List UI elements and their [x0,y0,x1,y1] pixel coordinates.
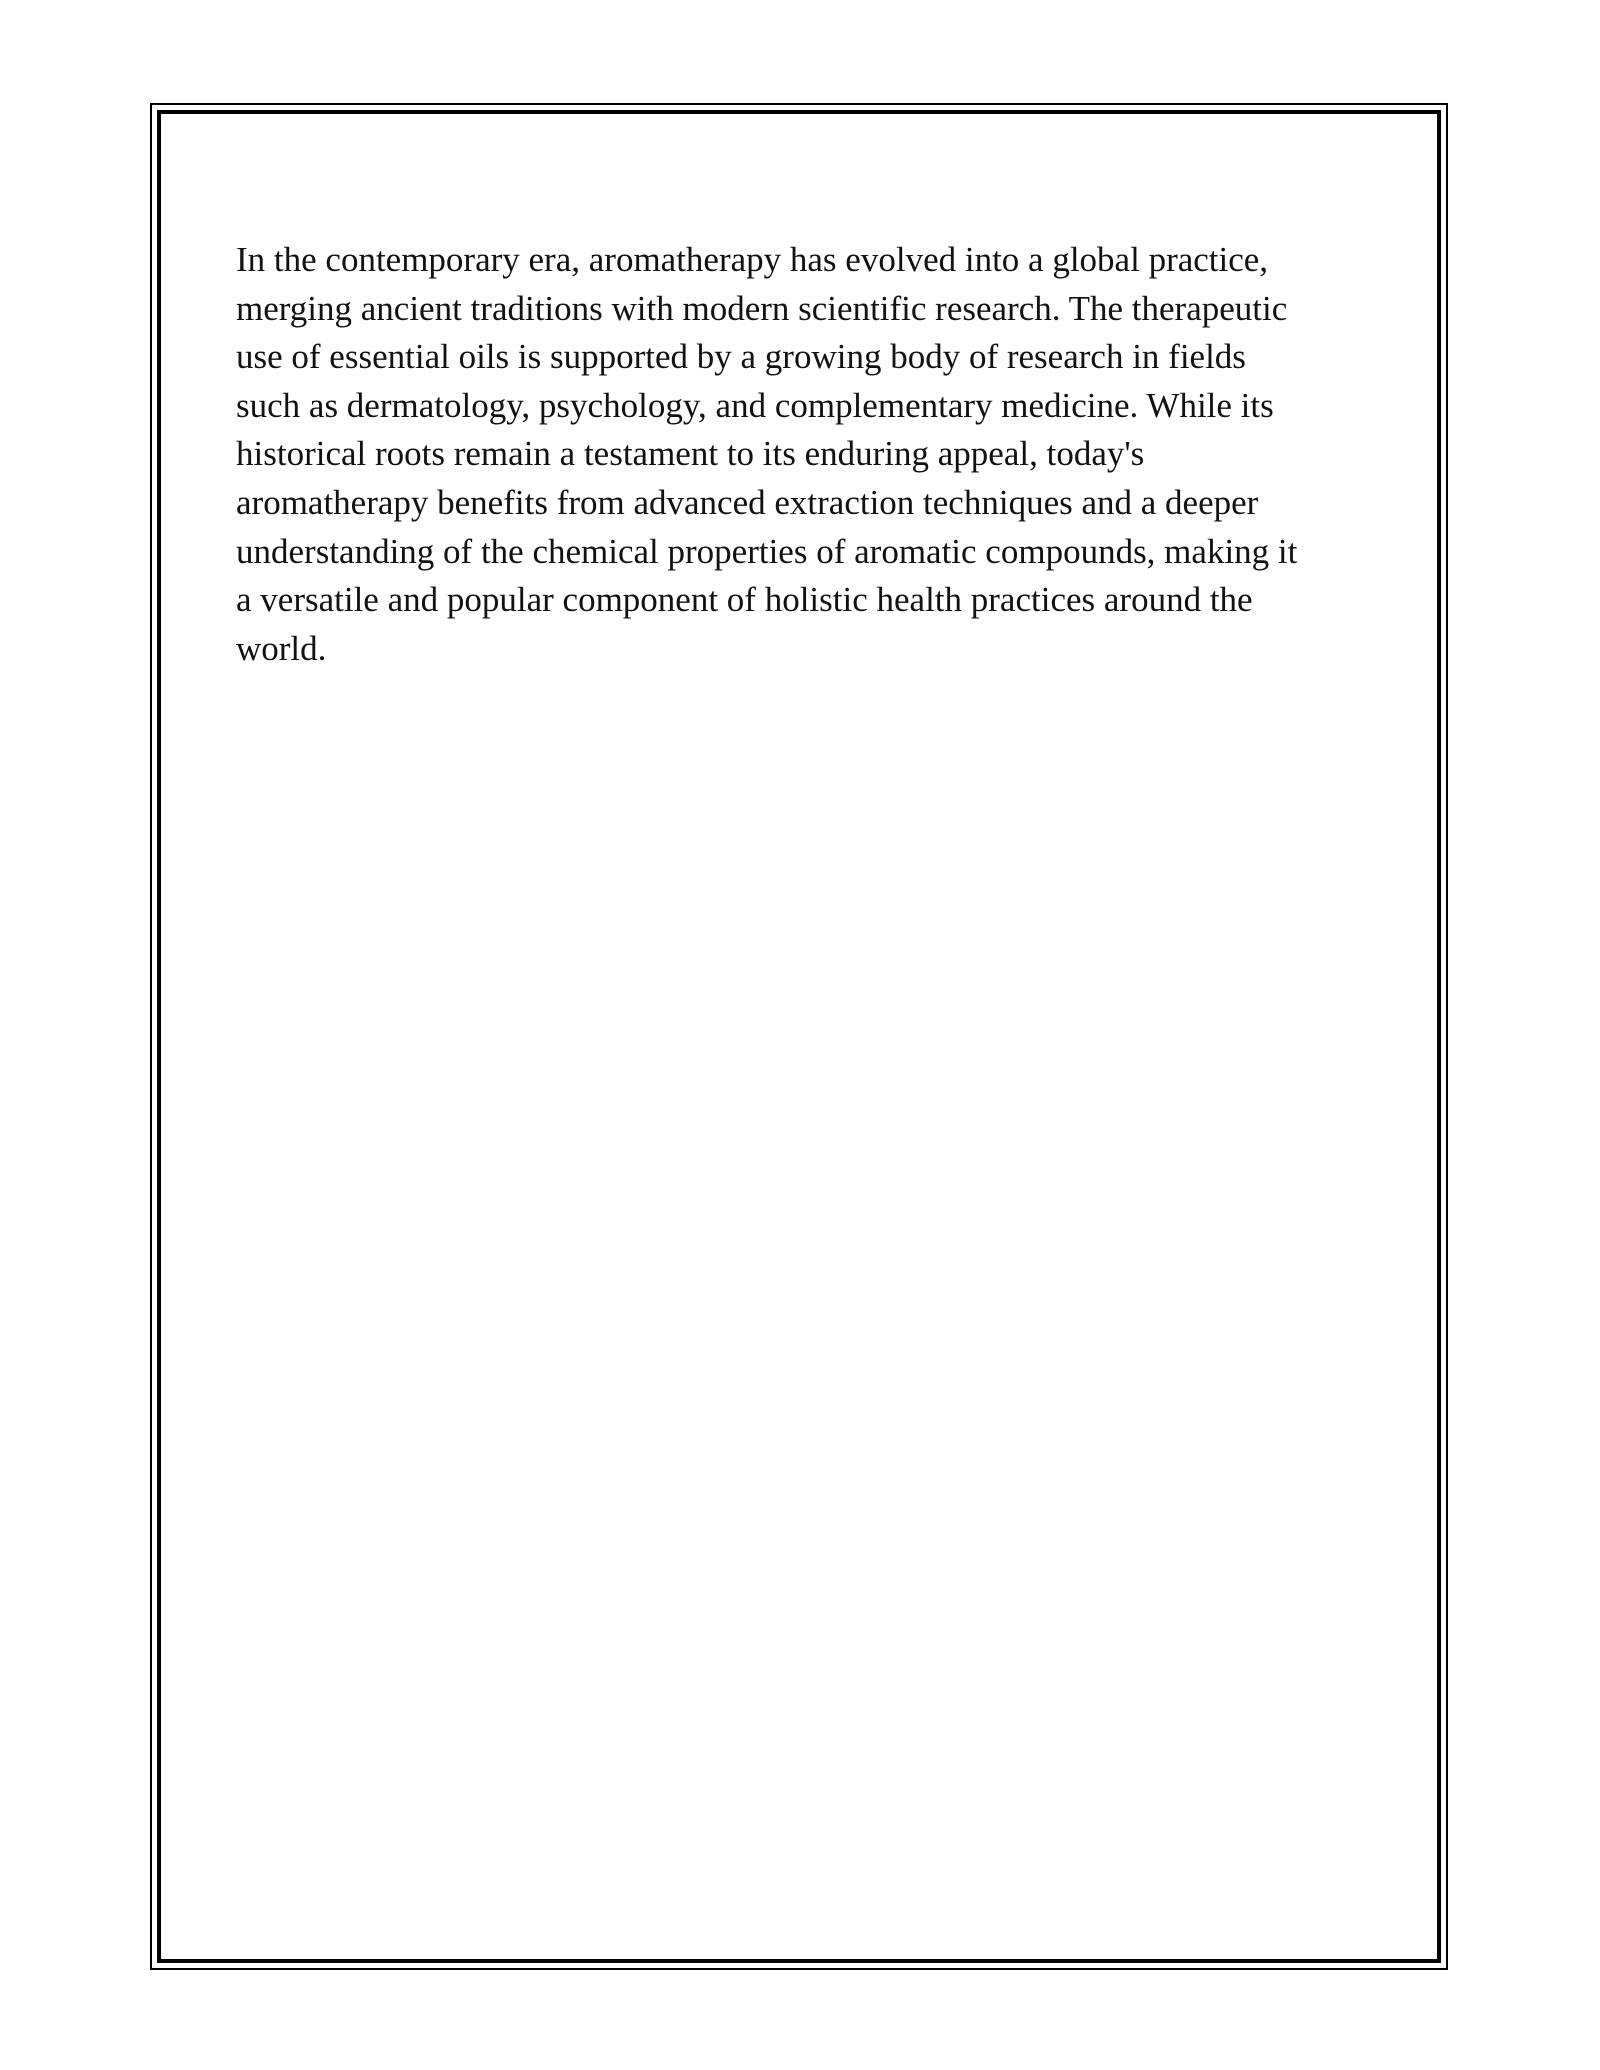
paragraph-line: historical roots remain a testament to its enduring appeal, today's [236,434,1145,474]
page-content [236,236,1356,673]
body-paragraph [236,236,1356,673]
paragraph-line: understanding of the chemical properties of aromatic compounds, making it [236,531,1298,571]
paragraph-line: a versatile and popular component of holistic health practices around the [236,580,1253,620]
paragraph-line: world. [236,628,327,668]
paragraph-line: aromatherapy benefits from advanced extraction techniques and a deeper [236,482,1259,522]
paragraph-line: such as dermatology, psychology, and complementary medicine. While its [236,385,1274,425]
paragraph-line: use of essential oils is supported by a growing body of research in fields [236,337,1246,377]
paragraph-line: merging ancient traditions with modern scientific research. The therapeutic [236,288,1288,328]
paragraph-line: In the contemporary era, aromatherapy has evolved into a global practice, [236,240,1269,279]
